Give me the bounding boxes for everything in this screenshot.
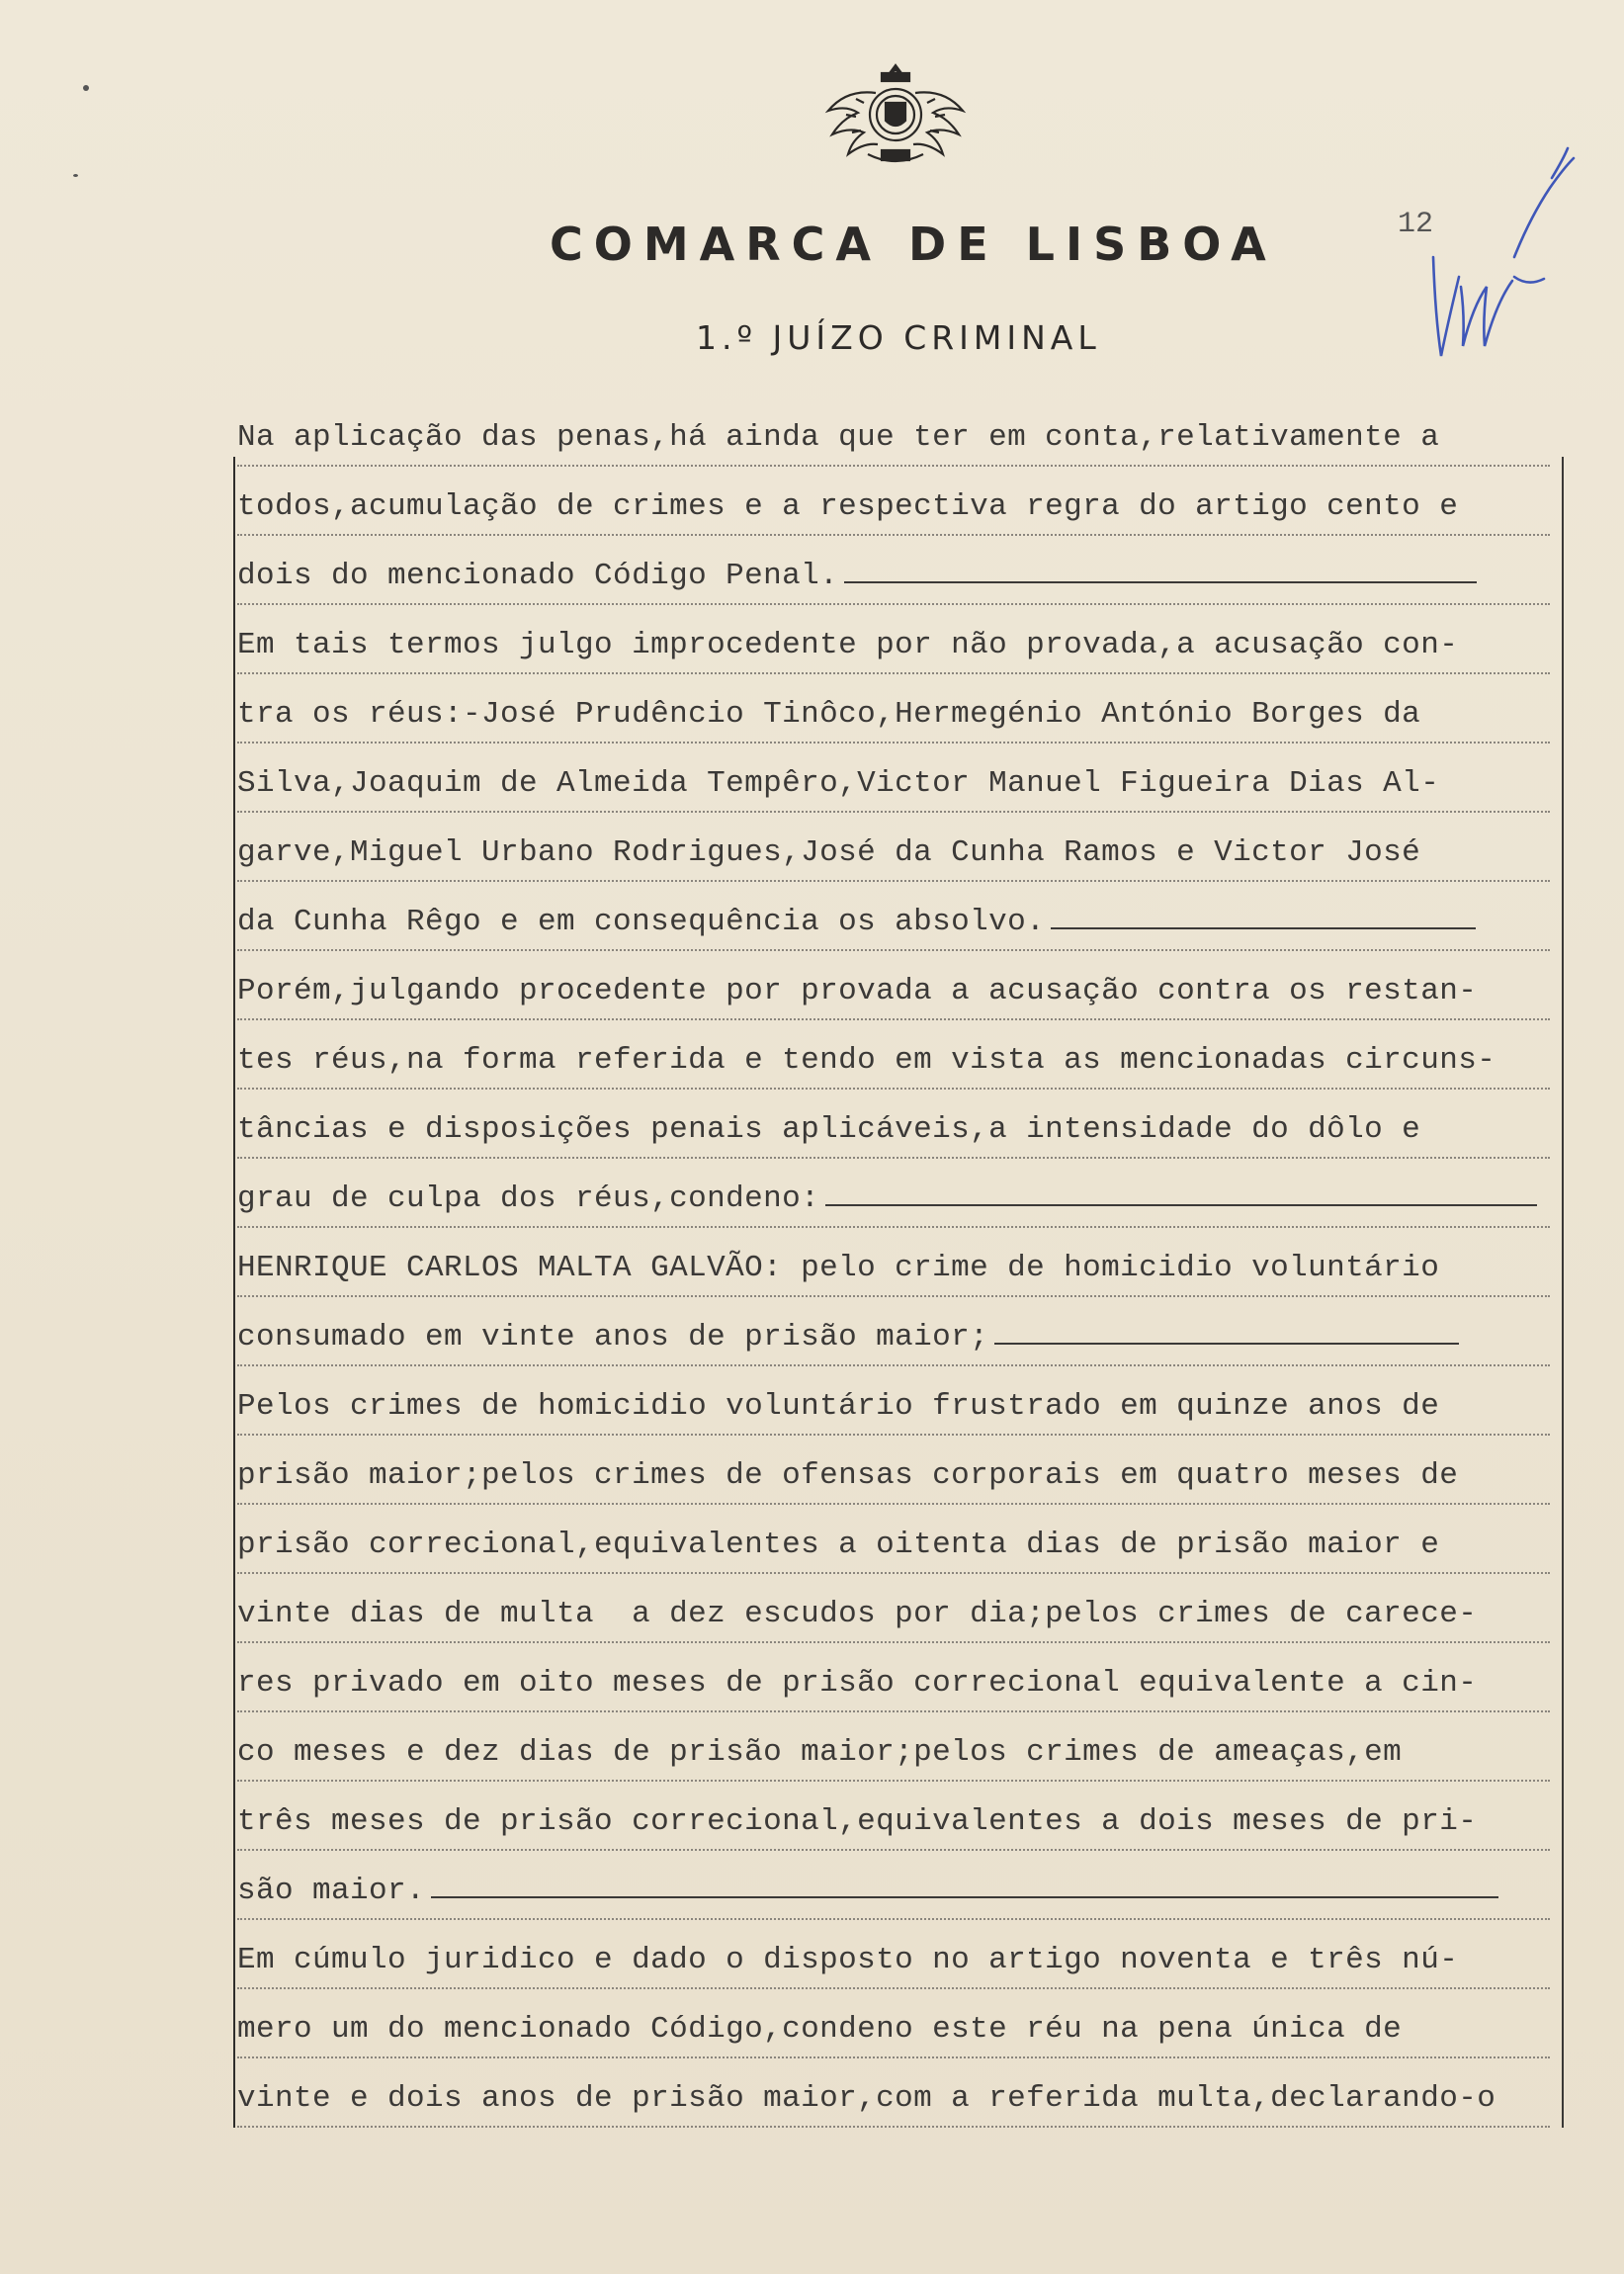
text-line: da Cunha Rêgo e em consequência os absolvo. bbox=[237, 900, 1562, 969]
division-heading: 1.º JUÍZO CRIMINAL bbox=[696, 318, 1101, 357]
fill-rule bbox=[994, 1343, 1459, 1345]
stray-mark bbox=[83, 85, 89, 91]
text-line: Porém,julgando procedente por provada a acusação contra os restan- bbox=[237, 969, 1562, 1038]
fill-rule bbox=[431, 1896, 1498, 1898]
text-line: tra os réus:-José Prudêncio Tinôco,Hermegénio António Borges da bbox=[237, 692, 1562, 761]
stray-mark bbox=[73, 174, 78, 177]
signature-mark bbox=[1404, 138, 1601, 405]
text-line: Pelos crimes de homicidio voluntário frustrado em quinze anos de bbox=[237, 1384, 1562, 1453]
page-number: 12 bbox=[1398, 208, 1434, 241]
fill-rule bbox=[1051, 927, 1476, 929]
text-line: consumado em vinte anos de prisão maior; bbox=[237, 1315, 1562, 1384]
text-line: são maior. bbox=[237, 1869, 1562, 1938]
text-line: prisão maior;pelos crimes de ofensas corporais em quatro meses de bbox=[237, 1453, 1562, 1523]
text-line: Na aplicação das penas,há ainda que ter em conta,relativamente a bbox=[237, 415, 1562, 484]
text-line: Em tais termos julgo improcedente por não provada,a acusação con- bbox=[237, 623, 1562, 692]
text-line: todos,acumulação de crimes e a respectiva regra do artigo cento e bbox=[237, 484, 1562, 554]
text-line: tâncias e disposições penais aplicáveis,a intensidade do dôlo e bbox=[237, 1107, 1562, 1177]
text-line: co meses e dez dias de prisão maior;pelos crimes de ameaças,em bbox=[237, 1730, 1562, 1799]
left-margin-rule bbox=[233, 457, 235, 2128]
text-line: HENRIQUE CARLOS MALTA GALVÃO: pelo crime de homicidio voluntário bbox=[237, 1246, 1562, 1315]
text-line: dois do mencionado Código Penal. bbox=[237, 554, 1562, 623]
text-line: Silva,Joaquim de Almeida Tempêro,Victor Manuel Figueira Dias Al- bbox=[237, 761, 1562, 831]
text-line: mero um do mencionado Código,condeno este réu na pena única de bbox=[237, 2007, 1562, 2076]
text-line: três meses de prisão correcional,equivalentes a dois meses de pri- bbox=[237, 1799, 1562, 1869]
fill-rule bbox=[844, 581, 1477, 583]
document-body bbox=[237, 415, 1562, 2145]
text-line: prisão correcional,equivalentes a oitenta dias de prisão maior e bbox=[237, 1523, 1562, 1592]
text-line: res privado em oito meses de prisão correcional equivalente a cin- bbox=[237, 1661, 1562, 1730]
text-line: garve,Miguel Urbano Rodrigues,José da Cunha Ramos e Victor José bbox=[237, 831, 1562, 900]
right-margin-rule bbox=[1562, 457, 1564, 2128]
text-line: vinte e dois anos de prisão maior,com a referida multa,declarando-o bbox=[237, 2076, 1562, 2145]
fill-rule bbox=[825, 1204, 1537, 1206]
text-line: tes réus,na forma referida e tendo em vista as mencionadas circuns- bbox=[237, 1038, 1562, 1107]
text-line: Em cúmulo juridico e dado o disposto no artigo noventa e três nú- bbox=[237, 1938, 1562, 2007]
court-name-heading: COMARCA DE LISBOA bbox=[550, 218, 1277, 271]
text-line: vinte dias de multa a dez escudos por dia;pelos crimes de carece- bbox=[237, 1592, 1562, 1661]
coat-of-arms-icon bbox=[816, 59, 975, 168]
text-line: grau de culpa dos réus,condeno: bbox=[237, 1177, 1562, 1246]
